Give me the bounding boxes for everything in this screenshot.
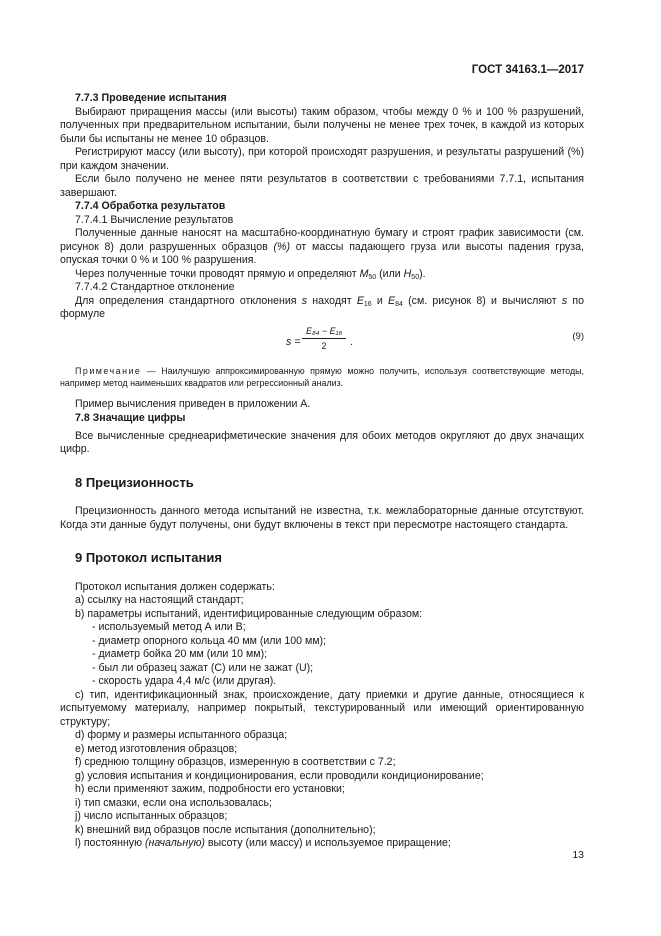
heading-section-8: 8 Прецизионность [75,474,194,490]
formula-lhs: s = [286,335,301,348]
list-item: b) параметры испытаний, идентифицированные следующим образом: [75,607,423,620]
list-item: i) тип смазки, если она использовалась; [75,796,272,809]
paragraph: Если было получено не менее пяти результатов в соответствии с требованиями 7.7.1, испытания завершают. [60,173,584,199]
list-item: j) число испытанных образцов; [75,810,228,822]
document-code: ГОСТ 34163.1—2017 [471,64,584,76]
paragraph: Пример вычисления приведен в приложении А. [75,397,311,410]
heading-7-7-3: 7.7.3 Проведение испытания [75,92,227,104]
formula-fraction [302,325,346,352]
list-item: d) форму и размеры испытанного образца; [75,729,288,741]
list-item: e) метод изготовления образцов; [75,742,238,755]
list-item: - диаметр бойка 20 мм (или 10 мм); [92,648,268,660]
list-item: c) тип, идентификационный знак, происхождение, дату приемки и другие данные, относящиеся к испытуемому материалу, например покрытый, текстурированный или имеющий ориентированную структуру; [60,688,584,728]
paragraph: Полученные данные наносят на масштабно-координатную бумагу и строят график зависимости (см. рисунок 8) доли разрушенных образцов (%) от массы падающего груза или высоты падения груза, опуская точки 0 % и 100 % разрушения. [60,227,584,266]
list-item: g) условия испытания и кондиционирования, если проводили кондиционирование; [75,769,484,782]
formula-9: s = $\frac{\text{E₈₄ − E₁₆}}{2}$ . (9) [286,325,584,351]
heading-7-7-4-2: 7.7.4.2 Стандартное отклонение [75,281,235,293]
paragraph: Прецизионность данного метода испытаний не известна, т.к. межлабораторные данные отсутствуют. Когда эти данные будут получены, они будут включены в текст при пересмотре настоящего стандарта. [60,505,584,531]
paragraph: Протокол испытания должен содержать: [75,580,275,593]
heading-7-8: 7.8 Значащие цифры [75,412,186,424]
heading-section-9: 9 Протокол испытания [75,550,222,565]
list-item: k) внешний вид образцов после испытания (дополнительно); [75,823,376,836]
list-item: f) среднюю толщину образцов, измеренную в соответствии с 7.2; [75,756,396,768]
paragraph: Выбирают приращения массы (или высоты) таким образом, чтобы между 0 % и 100 % разрушений, полученных при предварительном испытании, были получены не менее трех точек, в каждой из которых были бы испытаны не менее 10 образцов. [60,105,584,145]
formula-denominator: 2 [321,340,327,351]
paragraph: Через полученные точки проводят прямую и определяют $M_{50}$ (или $H_{50}$). [75,267,426,281]
page-number: 13 [572,849,584,861]
paragraph: Для определения стандартного отклонения s находят $E_{16}$ и $E_{84}$ (см. рисунок 8) и вычисляют s по формуле [60,294,584,320]
heading-7-7-4-1: 7.7.4.1 Вычисление результатов [75,213,234,226]
paragraph: Все вычисленные среднеарифметические значения для обоих методов округляют до двух значащих цифр. [60,429,584,455]
heading-7-7-4: 7.7.4 Обработка результатов [75,200,226,212]
note: Примечание — Наилучшую аппроксимированную прямую можно получить, используя соответствующие методы, например метод наименьших квадратов или регрессионный анализ. [60,365,584,388]
formula-numerator: E₈₄ − E₁₆ [302,325,346,339]
list-item: - используемый метод А или В; [92,621,246,633]
formula-number: (9) [572,330,584,342]
list-item: - скорость удара 4,4 м/с (или другая). [92,675,277,687]
list-item: l) постоянную (начальную) высоту (или массу) и используемое приращение; [75,837,451,849]
list-item: a) ссылку на настоящий стандарт; [75,594,244,606]
list-item: - диаметр опорного кольца 40 мм (или 100 мм); [92,634,326,647]
paragraph: Регистрируют массу (или высоту), при которой происходят разрушения, и результаты разрушений (%) при каждом значении. [60,146,584,172]
list-item: - был ли образец зажат (С) или не зажат (U); [92,661,314,674]
list-item: h) если применяют зажим, подробности его установки; [75,783,345,795]
page-content [60,92,584,851]
